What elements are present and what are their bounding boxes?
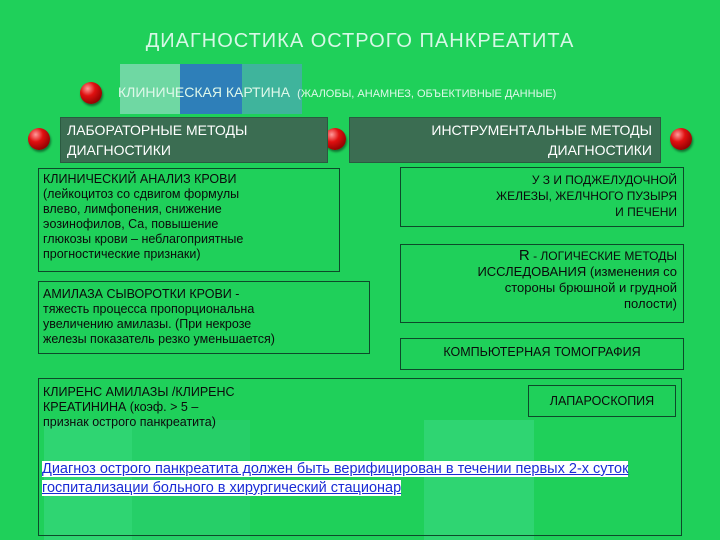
ct-box: КОМПЬЮТЕРНАЯ ТОМОГРАФИЯ: [400, 338, 684, 370]
clearance-line-3: признак острого панкреатита): [43, 415, 216, 429]
rlogic-line-4: полости): [624, 296, 677, 311]
clearance-coef: (коэф. > 5 –: [126, 400, 199, 414]
blood-analysis-box: [38, 168, 340, 272]
lab-methods-header: [60, 117, 328, 163]
blood-line: (лейкоцитоз со сдвигом формулы: [43, 187, 240, 201]
uzi-line-3: И ПЕЧЕНИ: [615, 205, 677, 219]
clinical-sub: (ЖАЛОБЫ, АНАМНЕЗ, ОБЪЕКТИВНЫЕ ДАННЫЕ): [294, 88, 557, 100]
amylase-box: [38, 281, 370, 354]
blood-line: эозинофилов, Са, повышение: [43, 217, 219, 231]
conclusion-text: Диагноз острого панкреатита должен быть верифицирован в течении первых 2-х суток госпитализации больного в хирургический стационар: [42, 461, 629, 496]
rlogic-line-1: [407, 248, 677, 264]
uzi-line-1: У З И ПОДЖЕЛУДОЧНОЙ: [531, 173, 677, 187]
blood-line: влево, лимфопения, снижение: [43, 202, 222, 216]
bullet-lab-icon: [28, 128, 50, 150]
ultrasound-box: [400, 167, 684, 227]
laparoscopy-box: ЛАПАРОСКОПИЯ: [528, 385, 676, 417]
bullet-right-icon: [670, 128, 692, 150]
slide-title: ДИАГНОСТИКА ОСТРОГО ПАНКРЕАТИТА: [145, 30, 575, 52]
clinical-label: КЛИНИЧЕСКАЯ КАРТИНА: [118, 84, 291, 100]
uzi-line-2: ЖЕЛЕЗЫ, ЖЕЛЧНОГО ПУЗЫРЯ: [496, 189, 677, 203]
rlogic-line-2: ИССЛЕДОВАНИЯ (изменения со: [477, 264, 677, 279]
instrumental-methods-header: [349, 117, 661, 163]
blood-heading: КЛИНИЧЕСКИЙ АНАЛИЗ КРОВИ: [43, 172, 237, 186]
blood-line: прогностические признаки): [43, 247, 201, 261]
rlogic-r: R: [518, 247, 530, 264]
amylase-heading: АМИЛАЗА СЫВОРОТКИ КРОВИ -: [43, 287, 240, 301]
amylase-line: тяжесть процесса пропорциональна: [43, 302, 255, 316]
xray-box: [400, 244, 684, 323]
instrumental-line-1: ИНСТРУМЕНТАЛЬНЫЕ МЕТОДЫ: [431, 122, 652, 138]
lab-line-1: ЛАБОРАТОРНЫЕ МЕТОДЫ: [67, 122, 248, 138]
lab-line-2: ДИАГНОСТИКИ: [67, 142, 171, 158]
rlogic-line-3: стороны брюшной и грудной: [504, 280, 677, 295]
clearance-creatinine: КРЕАТИНИНА: [43, 400, 127, 414]
clearance-line-1: КЛИРЕНС АМИЛАЗЫ /КЛИРЕНС: [43, 385, 235, 399]
bullet-clinical-icon: [80, 82, 102, 104]
instrumental-line-2: ДИАГНОСТИКИ: [548, 142, 652, 158]
conclusion: [42, 460, 682, 498]
amylase-line: железы показатель резко уменьшается): [43, 332, 275, 346]
amylase-line: увеличению амилазы. (При некрозе: [43, 317, 252, 331]
blood-line: глюкозы крови – неблагоприятные: [43, 232, 244, 246]
clinical-picture: [118, 84, 556, 100]
rlogic-methods: - ЛОГИЧЕСКИЕ МЕТОДЫ: [529, 249, 677, 263]
